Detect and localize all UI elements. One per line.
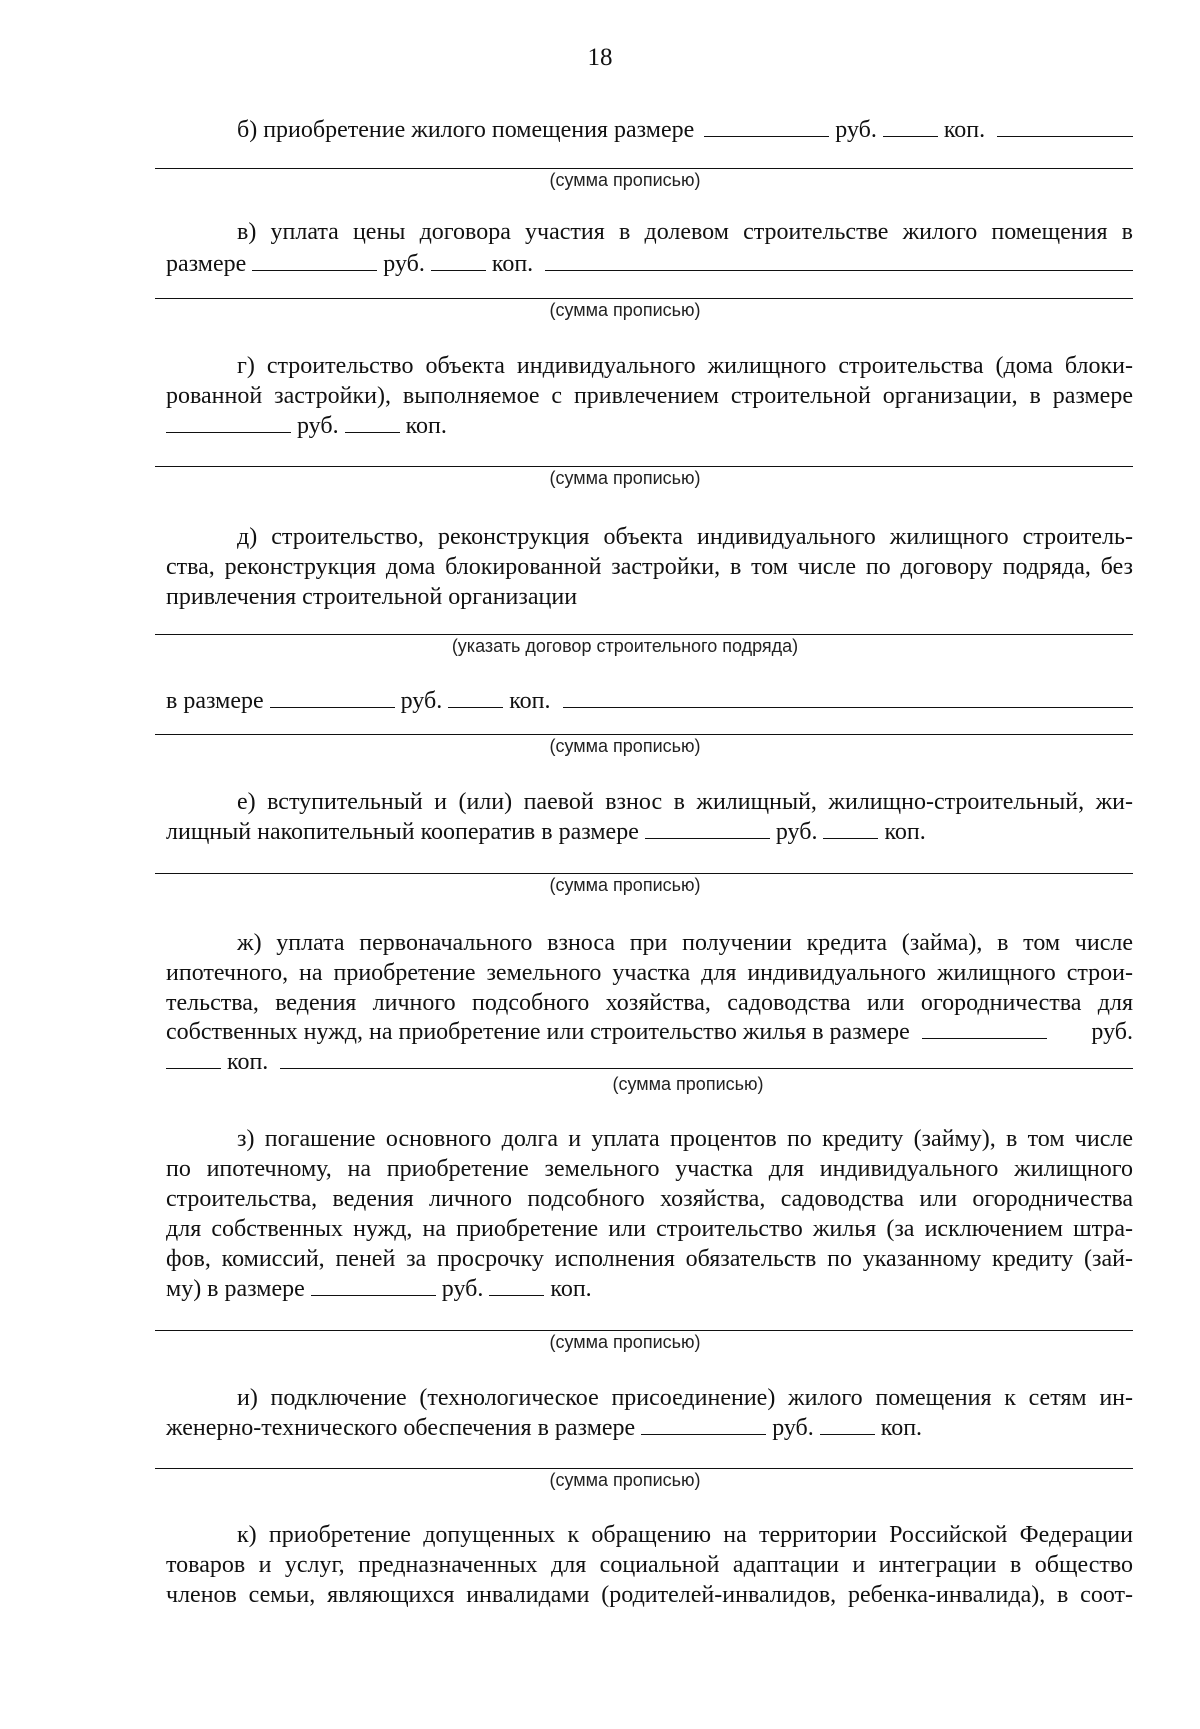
kop-blank[interactable] xyxy=(166,1067,221,1069)
item-zh-line2: ипотечного, на приобретение земельного участка для индивидуального жилищного строи- xyxy=(166,960,1133,986)
sum-line[interactable] xyxy=(155,168,1133,169)
rub-label: руб. xyxy=(441,1276,484,1302)
item-e-text: лищный накопительный кооператив в размере xyxy=(166,819,639,845)
item-d-size-text: в размере xyxy=(166,688,264,714)
rub-blank[interactable] xyxy=(704,135,829,137)
sum-words-blank[interactable] xyxy=(563,706,1134,708)
sum-line[interactable] xyxy=(155,873,1133,874)
sum-line[interactable] xyxy=(155,466,1133,467)
page-number: 18 xyxy=(587,44,613,71)
item-zh-line5 xyxy=(166,1047,1133,1077)
rub-label: руб. xyxy=(772,1415,814,1441)
kop-label: коп. xyxy=(509,688,551,714)
kop-label: коп. xyxy=(943,117,986,143)
kop-blank[interactable] xyxy=(431,269,486,271)
item-g-line3 xyxy=(166,411,1133,441)
item-k-line1: к) приобретение допущенных к обращению на территории Российской Федерации xyxy=(237,1522,1133,1548)
rub-blank[interactable] xyxy=(922,1037,1047,1039)
kop-blank[interactable] xyxy=(820,1433,875,1435)
rub-label: руб. xyxy=(1091,1019,1133,1045)
item-d-line3: привлечения строительной организации xyxy=(166,584,578,610)
rub-label: руб. xyxy=(400,688,443,714)
item-i-text: женерно-технического обеспечения в размере xyxy=(166,1415,636,1441)
caption-contract: (указать договор строительного подряда) xyxy=(451,636,799,656)
item-z-text: му) в размере xyxy=(166,1276,305,1302)
rub-label: руб. xyxy=(383,251,425,277)
item-e-line2 xyxy=(166,817,1133,847)
rub-blank[interactable] xyxy=(166,431,291,433)
item-z-line2: по ипотечному, на приобретение земельного участка для индивидуального жилищного xyxy=(166,1156,1133,1182)
contract-line[interactable] xyxy=(155,634,1133,635)
kop-blank[interactable] xyxy=(883,135,938,137)
item-v-text: размере xyxy=(166,251,247,277)
kop-blank[interactable] xyxy=(448,706,503,708)
item-b-line xyxy=(237,115,1133,145)
item-zh-text: собственных нужд, на приобретение или строительство жилья в размере xyxy=(166,1019,910,1045)
item-v-line1: в) уплата цены договора участия в долевом строительстве жилого помещения в xyxy=(237,219,1133,245)
item-v-line2 xyxy=(166,249,1133,279)
kop-label: коп. xyxy=(880,1415,923,1441)
rub-blank[interactable] xyxy=(641,1433,766,1435)
sum-words-blank[interactable] xyxy=(280,1067,1133,1069)
item-k-line3: членов семьи, являющихся инвалидами (родителей-инвалидов, ребенка-инвалида), в соот- xyxy=(166,1582,1133,1608)
sum-line[interactable] xyxy=(155,298,1133,299)
item-d-line4 xyxy=(166,686,1133,716)
sum-line[interactable] xyxy=(155,1330,1133,1331)
kop-blank[interactable] xyxy=(345,431,400,433)
caption-sum: (сумма прописью) xyxy=(549,300,701,320)
sum-line[interactable] xyxy=(155,734,1133,735)
item-z-line6 xyxy=(166,1274,1133,1304)
item-g-line2: рованной застройки), выполняемое с привлечением строительной организации, в размере xyxy=(166,383,1133,409)
kop-label: коп. xyxy=(884,819,926,845)
item-z-line3: строительства, ведения личного подсобного хозяйства, садоводства или огородничества xyxy=(166,1186,1133,1212)
item-g-line1: г) строительство объекта индивидуального жилищного строительства (дома блоки- xyxy=(237,353,1133,379)
item-z-line1: з) погашение основного долга и уплата процентов по кредиту (займу), в том числе xyxy=(237,1126,1133,1152)
item-e-line1: е) вступительный и (или) паевой взнос в жилищный, жилищно-строительный, жи- xyxy=(237,789,1133,815)
item-i-line1: и) подключение (технологическое присоединение) жилого помещения к сетям ин- xyxy=(237,1385,1133,1411)
caption-sum: (сумма прописью) xyxy=(612,1074,764,1094)
caption-sum: (сумма прописью) xyxy=(549,736,701,756)
kop-label: коп. xyxy=(405,413,447,439)
item-zh-line4 xyxy=(166,1017,1133,1047)
item-k-line2: товаров и услуг, предназначенных для социальной адаптации и интеграции в общество xyxy=(166,1552,1133,1578)
caption-sum: (сумма прописью) xyxy=(549,875,701,895)
rub-blank[interactable] xyxy=(311,1294,436,1296)
rub-label: руб. xyxy=(297,413,339,439)
item-zh-line3: тельства, ведения личного подсобного хозяйства, садоводства или огородничества для xyxy=(166,990,1133,1016)
caption-sum: (сумма прописью) xyxy=(549,1332,701,1352)
kop-label: коп. xyxy=(491,251,534,277)
kop-label: коп. xyxy=(550,1276,592,1302)
rub-label: руб. xyxy=(775,819,818,845)
kop-blank[interactable] xyxy=(489,1294,544,1296)
caption-sum: (сумма прописью) xyxy=(549,1470,701,1490)
rub-blank[interactable] xyxy=(252,269,377,271)
item-b-text: б) приобретение жилого помещения размере xyxy=(237,117,695,143)
item-d-line1: д) строительство, реконструкция объекта индивидуального жилищного строитель- xyxy=(237,524,1133,550)
sum-words-blank[interactable] xyxy=(545,269,1133,271)
item-zh-line1: ж) уплата первоначального взноса при получении кредита (займа), в том числе xyxy=(237,930,1133,956)
rub-blank[interactable] xyxy=(270,706,395,708)
item-d-line2: ства, реконструкция дома блокированной застройки, в том числе по договору подряда, без xyxy=(166,554,1133,580)
rub-blank[interactable] xyxy=(645,837,770,839)
item-z-line5: фов, комиссий, пеней за просрочку исполнения обязательств по указанному кредиту (зай- xyxy=(166,1246,1133,1272)
rub-label: руб. xyxy=(835,117,877,143)
sum-line[interactable] xyxy=(155,1468,1133,1469)
kop-label: коп. xyxy=(227,1049,269,1075)
caption-sum: (сумма прописью) xyxy=(549,468,701,488)
caption-sum: (сумма прописью) xyxy=(549,170,701,190)
kop-blank[interactable] xyxy=(823,837,878,839)
sum-words-blank[interactable] xyxy=(997,135,1133,137)
item-z-line4: для собственных нужд, на приобретение или строительство жилья (за исключением штра- xyxy=(166,1216,1133,1242)
item-i-line2 xyxy=(166,1413,1133,1443)
